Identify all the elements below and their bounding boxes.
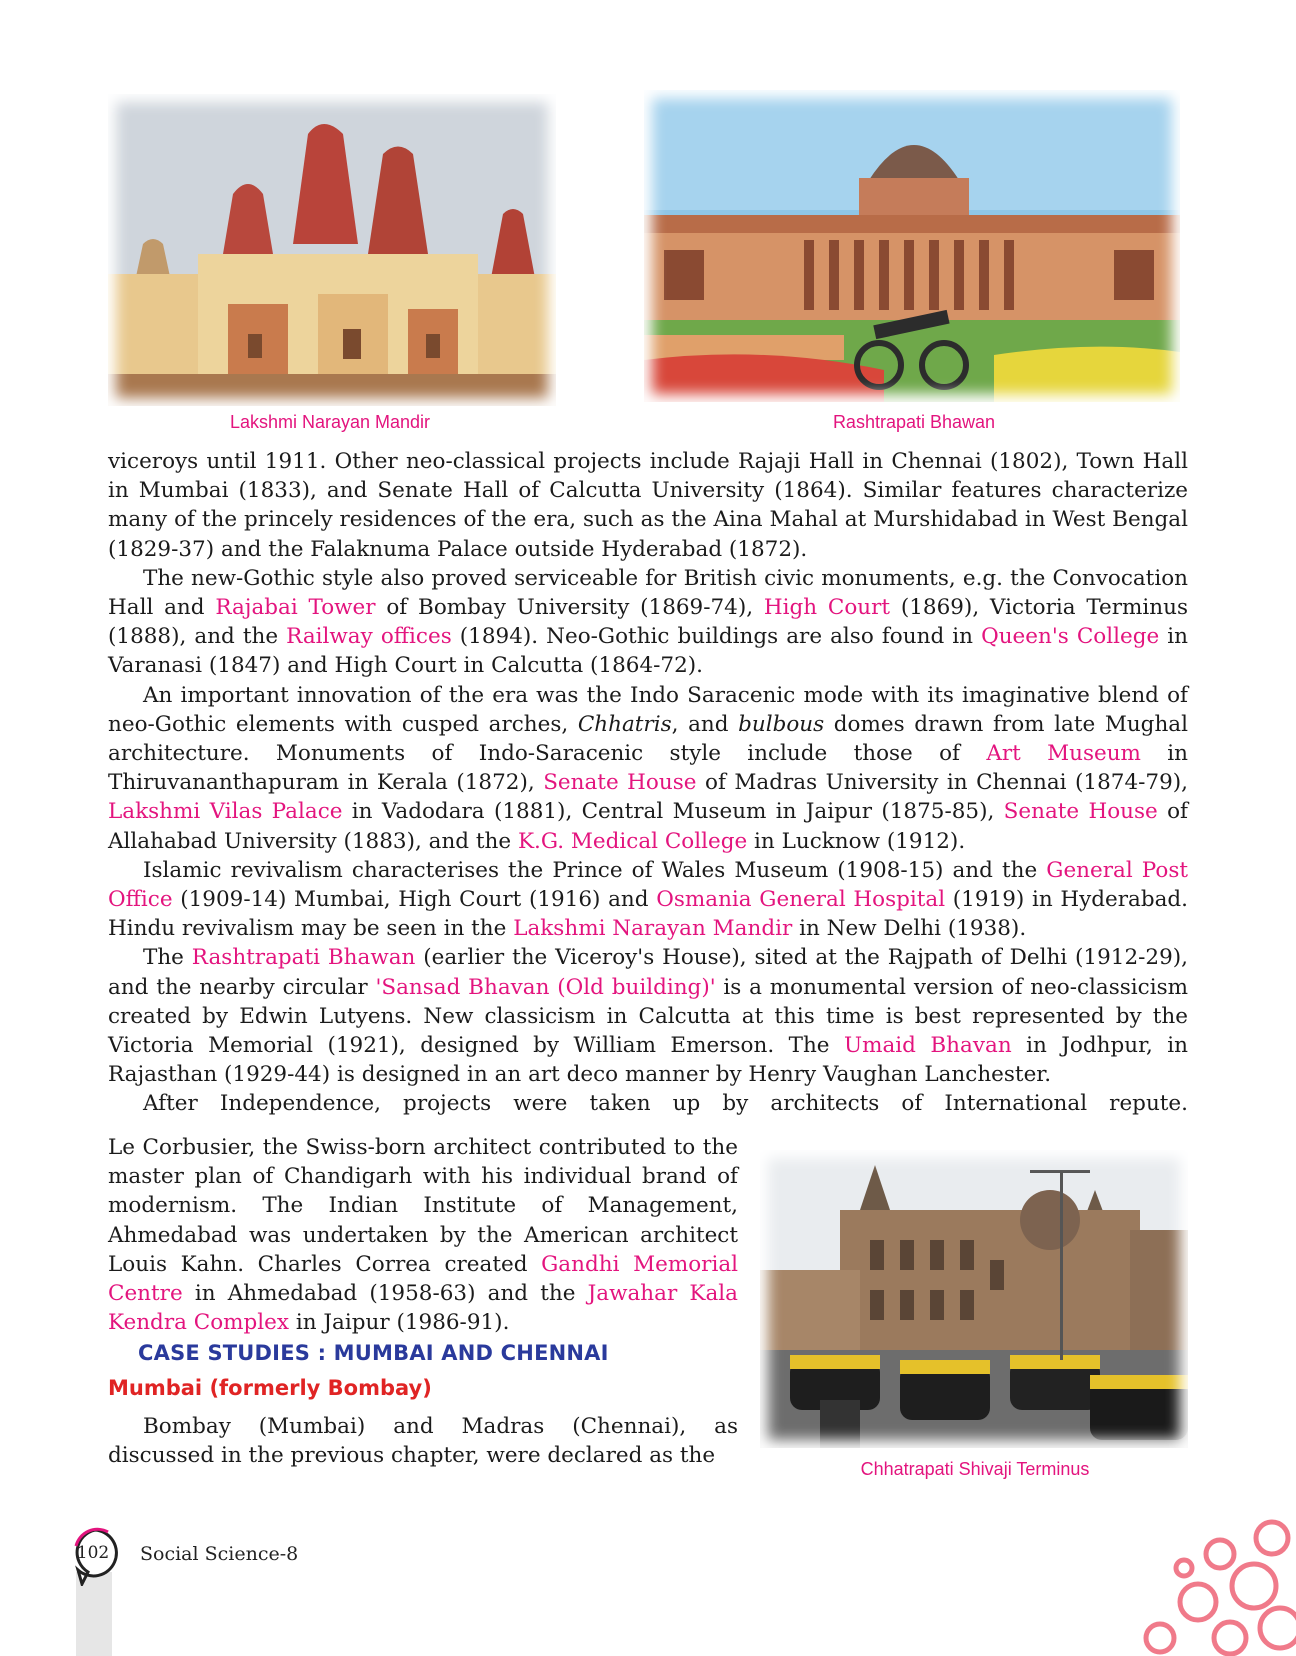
decorative-circles-icon [1120,1510,1296,1656]
link-lakshmi-vilas-palace[interactable]: Lakshmi Vilas Palace [108,799,343,825]
mumbai-subheading: Mumbai (formerly Bombay) [108,1376,432,1400]
link-gandhi-memorial-centre[interactable]: Gandhi Memorial Centre [108,1251,739,1307]
chhatrapati-shivaji-terminus-photo [760,1150,1188,1448]
chhatrapati-shivaji-terminus-caption: Chhatrapati Shivaji Terminus [860,1459,1090,1479]
paragraph-4: Islamic revivalism characterises the Prince of Wales Museum (1908-15) and the General Post Office (1909-14) Mumbai, High Court (1916) and Osmania General Hospital (1919) in Hyderabad. Hindu revivalism may be seen in the Lakshmi Narayan Mandir in New Delhi (1938). [108,857,1188,942]
case-studies-heading: CASE STUDIES : MUMBAI AND CHENNAI [138,1341,609,1365]
link-sansad-bhavan[interactable]: 'Sansad Bhavan (Old building)' [375,974,716,1000]
rashtrapati-bhawan-photo [644,90,1180,402]
paragraph-2: The new-Gothic style also proved serviceable for British civic monuments, e.g. the Convocation Hall and Rajabai Tower of Bombay University (1869-74), High Court (1869), Victoria Terminus (1888), and the Railway offices (1894). Neo-Gothic buildings are also found in Queen's College in Varanasi (1847) and High Court in Calcutta (1864-72). [108,565,1188,679]
link-jawahar-kala-kendra[interactable]: Jawahar Kala Kendra Complex [108,1281,738,1336]
paragraph-3: An important innovation of the era was the Indo Saracenic mode with its imaginative blend of neo-Gothic elements with cusped arches, Chhatris, and bulbous domes drawn from late Mughal architecture. Monuments of Indo-Saracenic style include those of Art Museum in Thiruvananthapuram in Kerala (1872), Senate House of Madras University in Chennai (1874-79), Lakshmi Vilas Palace in Vadodara (1881), Central Museum in Jaipur (1875-85), Senate House of Allahabad University (1883), and the K.G. Medical College in Lucknow (1912). [108,682,1189,854]
link-high-court[interactable]: High Court [763,595,891,621]
link-osmania-general-hospital[interactable]: Osmania General Hospital [656,887,946,913]
link-rashtrapati-bhawan[interactable]: Rashtrapati Bhawan [191,945,416,971]
link-umaid-bhavan[interactable]: Umaid Bhavan [843,1033,1012,1059]
paragraph-5: The Rashtrapati Bhawan (earlier the Viceroy's House), sited at the Rajpath of Delhi (1912-29), and the nearby circular 'Sansad Bhavan (Old building)' is a monumental version of neo-classicism created by Edwin Lutyens. New classicism in Calcutta at this time is best represented by the Victoria Memorial (1921), designed by William Emerson. The Umaid Bhavan in Jodhpur, in Rajasthan (1929-44) is designed in an art deco manner by Henry Vaughan Lanchester. [108,945,1189,1088]
link-senate-house-allahabad[interactable]: Senate House [1003,799,1158,825]
paragraph-1: viceroys until 1911. Other neo-classical projects include Rajaji Hall in Chennai (1802), Town Hall in Mumbai (1833), and Senate Hall of Calcutta University (1864). Similar features characterize many of the princely residences of the era, such as the Aina Mahal at Murshidabad in West Bengal (1829-37) and the Falaknuma Palace outside Hyderabad (1872). [108,449,1188,562]
link-general-post-office[interactable]: General Post Office [108,857,1188,913]
paragraph-6-continued: Le Corbusier, the Swiss-born architect contributed to the master plan of Chandigarh with his individual brand of modernism. The Indian Institute of Management, Ahmedabad was undertaken by the American architect Louis Kahn. Charles Correa created Gandhi Memorial Centre in Ahmedabad (1958-63) and the Jawahar Kala Kendra Complex in Jaipur (1986-91). [108,1135,739,1336]
link-queens-college[interactable]: Queen's College [981,624,1160,650]
link-lakshmi-narayan-mandir[interactable]: Lakshmi Narayan Mandir [513,916,793,942]
lakshmi-narayan-mandir-caption: Lakshmi Narayan Mandir [229,412,431,432]
page-number: 102 [76,1543,110,1563]
link-kg-medical-college[interactable]: K.G. Medical College [517,828,748,854]
lakshmi-narayan-mandir-photo [108,94,556,406]
paragraph-6-line1: After Independence, projects were taken up by architects of International repute. [143,1091,1188,1117]
rashtrapati-bhawan-caption: Rashtrapati Bhawan [832,412,996,432]
link-rajabai-tower[interactable]: Rajabai Tower [215,595,376,621]
link-art-museum[interactable]: Art Museum [986,741,1141,767]
main-text [108,447,1188,1119]
paragraph-7: Bombay (Mumbai) and Madras (Chennai), as discussed in the previous chapter, were declared as the [108,1414,738,1469]
link-railway-offices[interactable]: Railway offices [286,624,452,650]
link-senate-house-madras[interactable]: Senate House [543,770,697,796]
book-title: Social Science-8 [140,1543,299,1565]
